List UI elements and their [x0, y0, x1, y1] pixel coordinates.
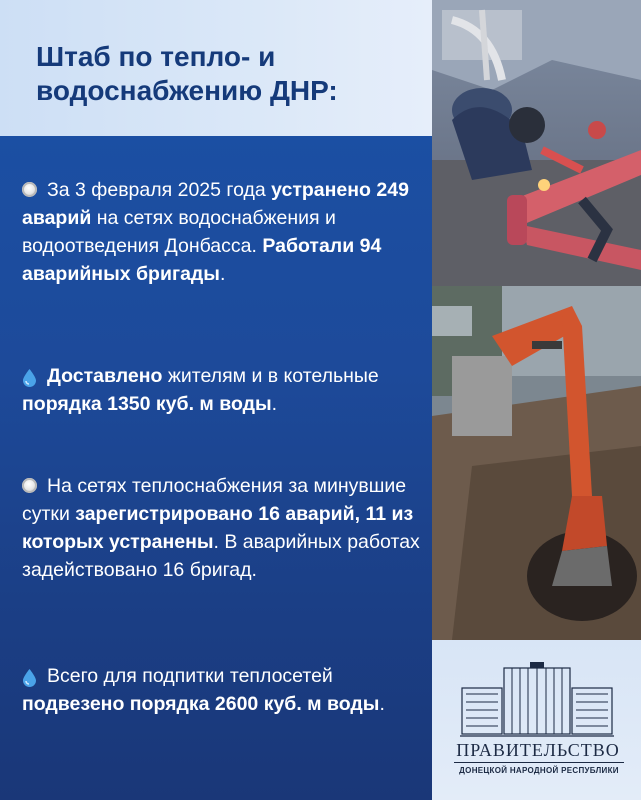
- item-text: жителям и в котельные: [162, 365, 379, 387]
- item-text: . В аварийных работах задействовано 16 бригад.: [22, 531, 420, 581]
- item-highlight: порядка 1350 куб. м воды: [22, 393, 272, 415]
- news-item: [22, 662, 422, 718]
- white-circle-icon: [22, 478, 37, 493]
- water-drop-icon: [22, 669, 37, 684]
- excavator-photo: [432, 286, 641, 640]
- content-panel: [0, 136, 432, 800]
- item-text: На сетях теплоснабжения за минувшие сутки: [22, 475, 407, 525]
- item-highlight: подвезено порядка 2600 куб. м воды: [22, 693, 380, 715]
- item-highlight: устранено 249 аварий: [22, 179, 409, 229]
- item-highlight: зарегистрировано 16 аварий, 11 из которых устранены: [22, 503, 414, 553]
- photo-column: [432, 0, 641, 640]
- logo-title: ПРАВИТЕЛЬСТВО: [456, 740, 620, 760]
- logo-subtitle: ДОНЕЦКОЙ НАРОДНОЙ РЕСПУБЛИКИ: [459, 766, 619, 775]
- item-text: .: [379, 693, 385, 715]
- item-text: .: [271, 393, 278, 415]
- welder-photo: [432, 0, 641, 286]
- news-item: [22, 362, 422, 418]
- item-highlight: Доставлено: [47, 365, 163, 387]
- header: [0, 0, 432, 136]
- government-building-icon: [460, 660, 614, 740]
- item-text: .: [219, 263, 226, 285]
- item-text: Всего для подпитки теплосетей: [47, 665, 333, 687]
- item-text: на сетях водоснабжения и водоотведения Донбасса.: [22, 207, 336, 257]
- item-highlight: Работали 94 аварийных бригады: [22, 235, 382, 285]
- logo-divider: [454, 762, 624, 763]
- white-circle-icon: [22, 182, 37, 197]
- item-text: За 3 февраля 2025 года: [47, 179, 272, 201]
- news-item: [22, 472, 422, 584]
- news-item: [22, 176, 422, 288]
- water-drop-icon: [22, 369, 37, 384]
- government-logo: [432, 640, 641, 800]
- page-title: Штаб по тепло- и водоснабжению ДНР:: [36, 41, 338, 106]
